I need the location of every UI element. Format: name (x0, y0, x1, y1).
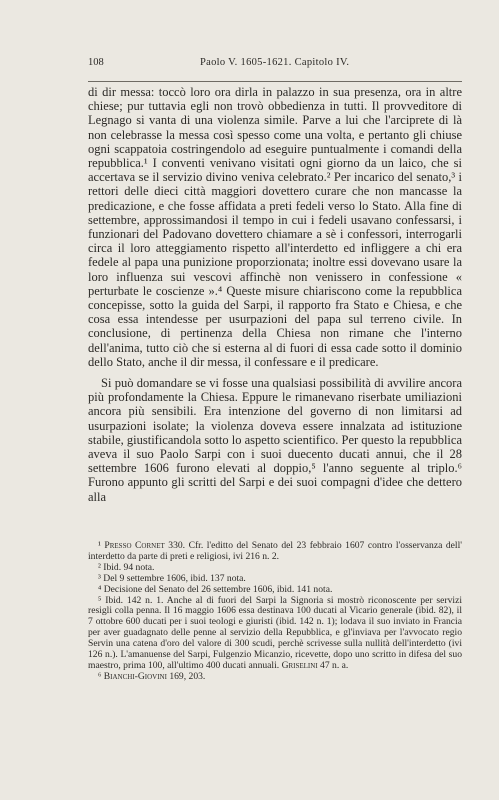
footnote-1-text: 330. Cfr. l'editto del Senato del 23 febbraio 1607 contro l'osservanza dell' interdetto da parte di preti e religiosi, ivi 216 n. 2. (88, 540, 462, 562)
running-head: Paolo V. 1605-1621. Capitolo IV. (200, 57, 350, 68)
main-text (88, 85, 462, 504)
footnote-1-author: Presso Cornet (104, 540, 165, 551)
footnote-2: ² Ibid. 94 nota. (98, 561, 155, 573)
footnote-5 (88, 596, 462, 672)
paragraph-1: di dir messa: toccò loro ora dirla in palazzo in sua presenza, ora in altre chiese; pur tuttavia egli non trovò obbedienza in tutti. Il provveditore di Legnago si vanta di una violenza simile. Parve a lui che l'arciprete di là non celebrasse la messa così spesso come una volta, e pertanto gli chiuse ogni scappatoia costringendolo ad eseguire puntualmente i comandi della repubblica.¹ I conventi venivano visitati ogni giorno da un laico, che si accertava se il servizio divino veniva celebrato.² Per incarico del senato,³ i rettori delle dieci città maggiori dovettero curare che non mancasse la predicazione, e che fosse affidata a preti fedeli verso lo Stato. Alla fine di settembre, approssimandosi il tempo in cui i fedeli usavano confessarsi, i funzionari del Padovano dovettero chiamare a sè i confessori, interrogarli circa il loro atteggiamento rispetto all'interdetto ed infliggere a chi era fedele al papa una punizione proporzionata; inoltre essi dovevano usare la loro influenza sui vescovi affinchè non venissero in confessione « perturbate le coscienze ».⁴ Queste misure chiariscono come la repubblica concepisse, sotto la guida del Sarpi, il rapporto fra Stato e Chiesa, e che cosa essa intendesse per usurpazioni del papa sul terreno civile. In conclusione, di pertinenza della Chiesa non rimane che l'interno dell'anima, tutto ciò che si esterna al di fuori di essa cade sotto il dominio dello Stato, anche il dir messa, il confessare e il predicare. (88, 85, 462, 369)
footnote-1 (88, 541, 462, 563)
page-header (88, 57, 462, 73)
header-rule (88, 81, 462, 82)
footnote-5-text: ⁵ Ibid. 142 n. 1. Anche al di fuori del Sarpi la Signoria si mostrò riconoscente per servizi resigli colla penna. Il 16 maggio 1606 essa destinava 100 ducati al Vicario generale (ibid. 82), il 7 ottobre 600 ducati per i suoi teologi e giuristi (ibid. 142 n. 1); lodava il suo inviato in Francia per aver guadagnato delle penne al servizio della Repubblica, e gl'inviava per l'avvocato regio Servin una catena d'oro del valore di 300 scudi, perchè scrivesse sulla nullità dell'interdetto (ivi 126 n.). L'amanuense del Sarpi, Fulgenzio Micanzio, ricevette, dopo uno scritto in difesa del suo maestro, prima 100, all'ultimo 400 ducati annuali. (88, 594, 462, 671)
footnote-3: ³ Del 9 settembre 1606, ibid. 137 nota. (98, 572, 246, 584)
footnote-6-tail: 169, 203. (166, 670, 206, 682)
footnote-5-tail: 47 n. a. (317, 659, 349, 671)
footnote-6 (88, 672, 462, 683)
footnote-4: ⁴ Decisione del Senato del 26 settembre 1606, ibid. 141 nota. (98, 583, 333, 595)
page-number: 108 (88, 57, 104, 68)
footnote-1-marker: ¹ (98, 540, 101, 551)
footnote-6-marker: ⁶ (98, 670, 104, 682)
footnote-5-author: Griselini (281, 659, 318, 671)
footnote-6-author: Bianchi-Giovini (103, 670, 167, 682)
footnotes (88, 541, 462, 683)
paragraph-2: Si può domandare se vi fosse una qualsiasi possibilità di avvilire ancora più profondamente la Chiesa. Eppure le rimanevano riserbate umiliazioni ancora più sensibili. Era intenzione del governo di non limitarsi ad usurpazioni isolate; la violenza doveva essere innalzata ad istituzione stabile, giustificandola sotto lo aspetto scientifico. Per questo la repubblica aveva il suo Paolo Sarpi con i suoi duecento ducati annui, che il 28 settembre 1606 furono elevati al doppio,⁵ l'anno seguente al triplo.⁶ Furono appunto gli scritti del Sarpi e dei suoi compagni d'idee che dettero alla (88, 376, 462, 504)
